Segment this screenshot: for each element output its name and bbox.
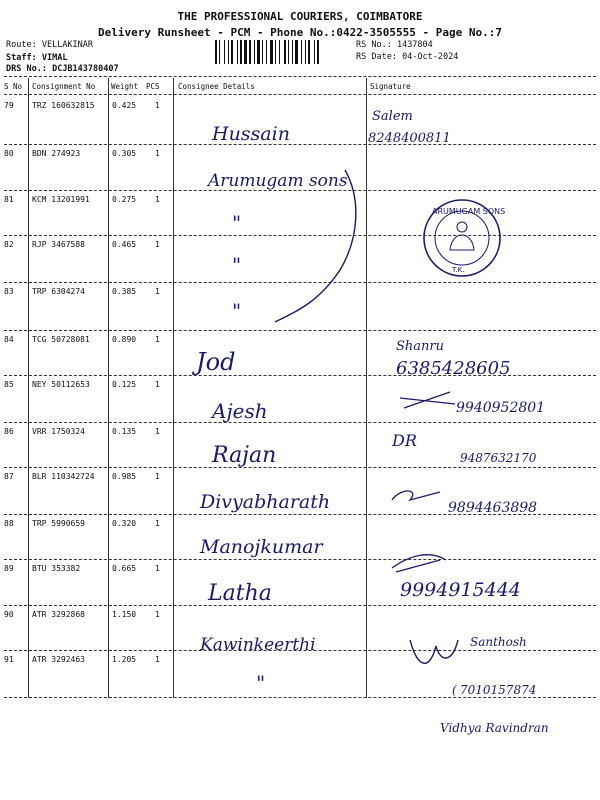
- rs-no-label: RS No.:: [356, 40, 392, 50]
- consignee-handwriting: ": [256, 671, 266, 695]
- signature-handwriting: 7010157874: [460, 683, 537, 697]
- runsheet-subtitle: Delivery Runsheet - PCM - Phone No.:0422-3505555 - Page No.:7: [98, 26, 502, 39]
- stamp-text: T.K.: [452, 266, 465, 274]
- row-weight: 0.385: [112, 287, 137, 296]
- row-consignment-no: TCG 50728081: [32, 335, 90, 344]
- col-signature: Signature: [370, 82, 411, 91]
- consignee-handwriting: Rajan: [212, 443, 277, 468]
- row-weight: 0.890: [112, 335, 137, 344]
- rs-date-value: 04-Oct-2024: [402, 52, 459, 62]
- rs-no-value: 1437804: [396, 40, 433, 50]
- row-consignment-no: BLR 110342724: [32, 472, 95, 481]
- signature-scribble: [410, 640, 458, 663]
- consignee-handwriting: ": [232, 299, 242, 323]
- col-weight: Weight: [111, 82, 139, 91]
- signature-handwriting: 9994915444: [400, 579, 521, 601]
- row-sno: 80: [4, 149, 14, 158]
- row-pcs: 1: [155, 149, 160, 158]
- row-consignment-no: ATR 3292463: [32, 655, 85, 664]
- col-sno: S No: [4, 82, 23, 91]
- row-weight: 0.305: [112, 149, 137, 158]
- consignee-handwriting: Divyabharath: [200, 491, 331, 513]
- consignee-handwriting: Arumugam sons: [208, 171, 348, 191]
- consignee-handwriting: Manojkumar: [200, 536, 323, 558]
- signature-scribble: [392, 491, 440, 500]
- row-pcs: 1: [155, 610, 160, 619]
- row-pcs: 1: [155, 101, 160, 110]
- row-pcs: 1: [155, 380, 160, 389]
- signature-handwriting: Salem: [372, 109, 413, 124]
- ditto-bracket-stroke: [275, 170, 356, 322]
- route-label: Route:: [6, 40, 37, 50]
- row-pcs: 1: [155, 287, 160, 296]
- signature-scribble: [392, 555, 446, 572]
- signature-handwriting: 8248400811: [368, 131, 451, 146]
- row-consignment-no: NEY 50112653: [32, 380, 90, 389]
- signature-handwriting: DR: [392, 431, 417, 450]
- row-sno: 81: [4, 195, 14, 204]
- signature-handwriting: 6385428605: [396, 358, 511, 379]
- row-consignment-no: TRZ 160632815: [32, 101, 95, 110]
- row-sno: 82: [4, 240, 14, 249]
- row-weight: 0.320: [112, 519, 137, 528]
- row-pcs: 1: [155, 472, 160, 481]
- row-weight: 1.205: [112, 655, 137, 664]
- row-weight: 0.425: [112, 101, 137, 110]
- row-sno: 89: [4, 564, 14, 573]
- footer-signature: Vidhya Ravindran: [440, 721, 549, 735]
- rs-date-label: RS Date:: [356, 52, 397, 62]
- row-pcs: 1: [155, 335, 160, 344]
- col-consignment: Consignment No: [32, 82, 96, 91]
- signature-handwriting: 9940952801: [456, 400, 546, 416]
- row-consignment-no: ATR 3292868: [32, 610, 85, 619]
- row-pcs: 1: [155, 655, 160, 664]
- row-sno: 86: [4, 427, 14, 436]
- row-weight: 0.985: [112, 472, 137, 481]
- stamp-text: ARUMUGAM SONS: [432, 207, 506, 216]
- row-weight: 0.275: [112, 195, 137, 204]
- drs-label: DRS No.:: [6, 64, 47, 74]
- row-sno: 87: [4, 472, 14, 481]
- row-weight: 0.125: [112, 380, 137, 389]
- consignee-handwriting: Kawinkeerthi: [200, 635, 316, 655]
- staff-value: VIMAL: [41, 53, 68, 63]
- row-consignment-no: TRP 6304274: [32, 287, 85, 296]
- signature-handwriting: (: [452, 683, 457, 697]
- route-value: VELLAKINAR: [41, 40, 94, 50]
- row-consignment-no: KCM 13201991: [32, 195, 90, 204]
- signature-handwriting: 9487632170: [460, 451, 537, 465]
- company-stamp: [424, 200, 505, 276]
- signature-handwriting: Shanru: [396, 339, 444, 354]
- row-pcs: 1: [155, 519, 160, 528]
- staff-label: Staff:: [6, 53, 37, 63]
- row-weight: 0.665: [112, 564, 137, 573]
- signature-scribble: [400, 392, 455, 408]
- row-sno: 84: [4, 335, 14, 344]
- col-pcs: PCS: [146, 82, 160, 91]
- row-pcs: 1: [155, 195, 160, 204]
- consignee-handwriting: ": [232, 211, 242, 235]
- row-weight: 0.135: [112, 427, 137, 436]
- consignee-handwriting: ": [232, 253, 242, 277]
- consignee-handwriting: Jod: [196, 348, 236, 376]
- row-consignment-no: TRP 5990659: [32, 519, 85, 528]
- row-weight: 0.465: [112, 240, 137, 249]
- row-sno: 90: [4, 610, 14, 619]
- row-sno: 88: [4, 519, 14, 528]
- company-title: THE PROFESSIONAL COURIERS, COIMBATORE: [177, 10, 423, 23]
- row-sno: 83: [4, 287, 14, 296]
- row-sno: 85: [4, 380, 14, 389]
- col-consignee: Consignee Details: [178, 82, 255, 91]
- consignee-handwriting: Latha: [208, 581, 272, 606]
- consignee-handwriting: Ajesh: [212, 399, 268, 423]
- row-pcs: 1: [155, 240, 160, 249]
- row-consignment-no: VRR 1750324: [32, 427, 85, 436]
- row-consignment-no: BTU 353382: [32, 564, 81, 573]
- row-pcs: 1: [155, 564, 160, 573]
- drs-value: DCJB143780407: [52, 64, 119, 74]
- row-sno: 91: [4, 655, 14, 664]
- row-weight: 1.150: [112, 610, 137, 619]
- consignee-handwriting: Hussain: [212, 123, 290, 145]
- signature-handwriting: Santhosh: [470, 635, 527, 649]
- signature-handwriting: 9894463898: [448, 500, 538, 516]
- row-consignment-no: BDN 274923: [32, 149, 81, 158]
- row-pcs: 1: [155, 427, 160, 436]
- row-consignment-no: RJP 3467588: [32, 240, 85, 249]
- row-sno: 79: [4, 101, 14, 110]
